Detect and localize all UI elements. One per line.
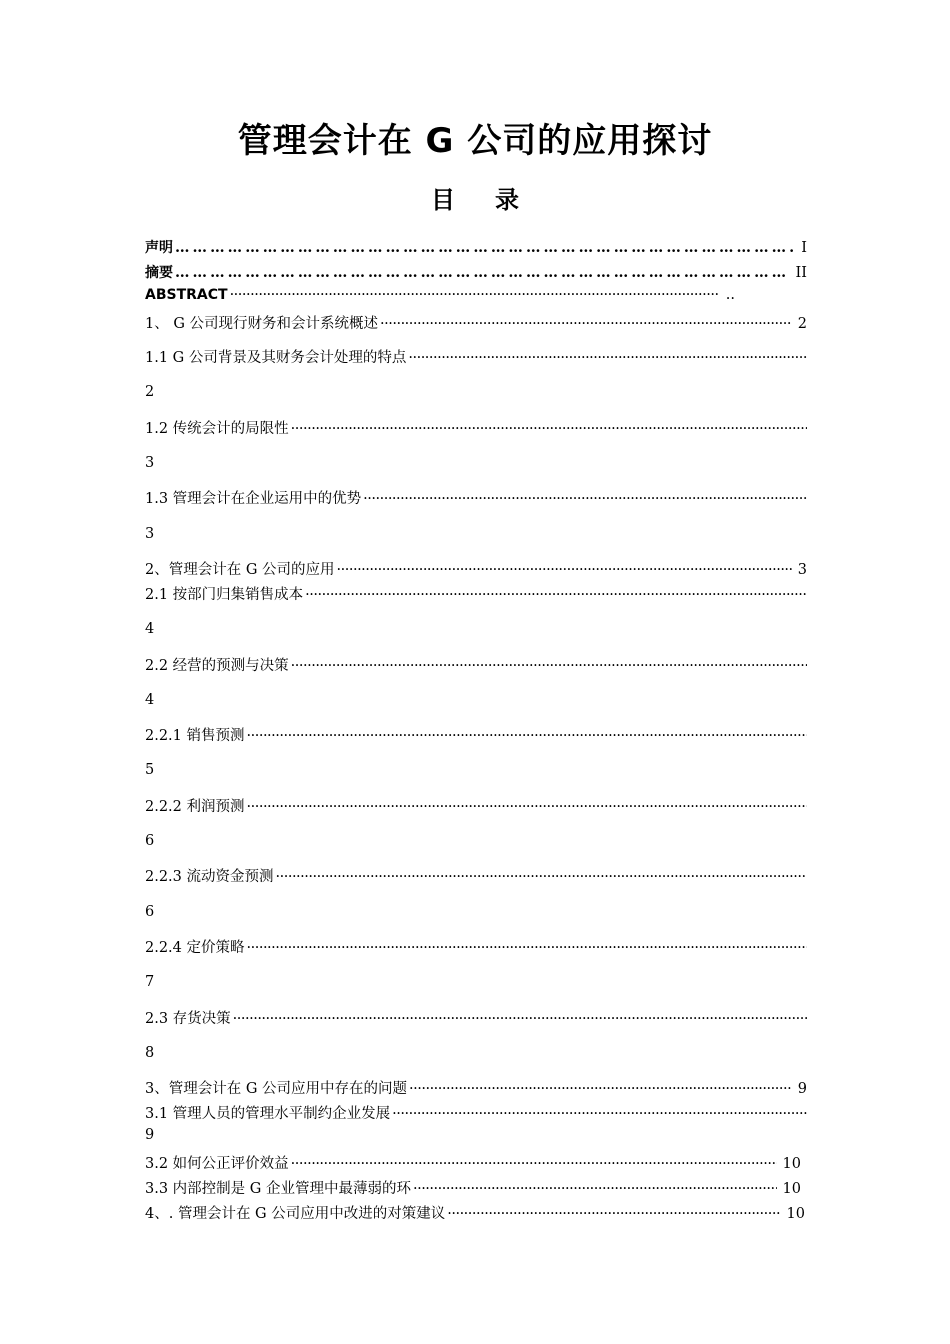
toc-entry-label: 2、管理会计在 G 公司的应用 bbox=[145, 562, 335, 578]
toc-entry-2-3[interactable] bbox=[145, 1007, 807, 1029]
toc-heading: 目录 bbox=[431, 186, 559, 214]
toc-entry-label: 1.3 管理会计在企业运用中的优势 bbox=[145, 491, 362, 507]
toc-entry-label: 2.2.4 定价策略 bbox=[145, 940, 245, 956]
toc-entry-page: 10 bbox=[786, 1206, 805, 1222]
toc-entry-2[interactable] bbox=[145, 558, 807, 580]
toc-entry-label: 2.1 按部门归集销售成本 bbox=[145, 587, 304, 603]
toc-entry-2-1[interactable] bbox=[145, 583, 807, 605]
toc-entry-page: 6 bbox=[145, 833, 155, 849]
toc-entry-label: 1.2 传统会计的局限性 bbox=[145, 421, 289, 437]
toc-entry-page: 10 bbox=[782, 1156, 801, 1172]
toc-entry-1[interactable] bbox=[145, 312, 807, 334]
toc-leader bbox=[233, 1011, 807, 1027]
toc-leader bbox=[337, 562, 792, 578]
toc-entry-1-1[interactable] bbox=[145, 346, 807, 368]
toc-entry-1-2[interactable] bbox=[145, 417, 807, 439]
toc-entry-page: 10 bbox=[782, 1181, 801, 1197]
toc-entry-label: 1.1 G 公司背景及其财务会计处理的特点 bbox=[145, 350, 407, 366]
toc-entry-page: 3 bbox=[797, 562, 807, 578]
toc-entry-page: 5 bbox=[145, 762, 155, 778]
toc-leader bbox=[175, 239, 795, 256]
toc-entry-label: 声明 bbox=[145, 240, 173, 256]
toc-leader bbox=[363, 491, 807, 507]
toc-entry-page: 3 bbox=[145, 526, 155, 542]
toc-entry-page: 8 bbox=[145, 1045, 155, 1061]
toc-entry-label: 2.2.2 利润预测 bbox=[145, 799, 245, 815]
toc-leader bbox=[392, 1106, 807, 1122]
toc-entry-label: 摘要 bbox=[145, 265, 173, 281]
toc-entry-1-3[interactable] bbox=[145, 487, 807, 509]
toc-entry-abstract-en[interactable] bbox=[145, 287, 735, 309]
toc-entry-page: .. bbox=[725, 287, 735, 303]
toc-leader bbox=[305, 587, 807, 603]
toc-entry-page: 9 bbox=[145, 1127, 155, 1143]
toc-leader bbox=[380, 316, 792, 332]
toc-entry-2-2[interactable] bbox=[145, 654, 807, 676]
toc-entry-label: 2.3 存货决策 bbox=[145, 1011, 231, 1027]
toc-entry-page: II bbox=[795, 265, 807, 281]
toc-entry-page: 2 bbox=[145, 384, 155, 400]
toc-leader bbox=[247, 728, 807, 744]
toc-entry-label: 3.2 如何公正评价效益 bbox=[145, 1156, 289, 1172]
toc-entry-page: 4 bbox=[145, 692, 155, 708]
toc-entry-2-2-1[interactable] bbox=[145, 724, 807, 746]
toc-leader bbox=[413, 1181, 777, 1197]
toc-entry-abstract-cn[interactable] bbox=[145, 262, 807, 284]
toc-entry-page: I bbox=[801, 240, 807, 256]
toc-entry-page: 6 bbox=[145, 904, 155, 920]
toc-entry-3-2[interactable] bbox=[145, 1152, 801, 1174]
toc-leader bbox=[175, 264, 790, 281]
toc-entry-page: 3 bbox=[145, 455, 155, 471]
toc-entry-3[interactable] bbox=[145, 1077, 807, 1099]
toc-leader bbox=[291, 658, 807, 674]
toc-leader bbox=[409, 1081, 792, 1097]
toc-entry-statement[interactable] bbox=[145, 237, 807, 259]
toc-entry-label: 4、. 管理会计在 G 公司应用中改进的对策建议 bbox=[145, 1206, 446, 1222]
toc-entry-page: 4 bbox=[145, 621, 155, 637]
toc-entry-label: ABSTRACT bbox=[145, 287, 228, 303]
toc-entry-3-1[interactable] bbox=[145, 1102, 807, 1124]
toc-entry-label: 3.1 管理人员的管理水平制约企业发展 bbox=[145, 1106, 391, 1122]
toc-leader bbox=[291, 421, 807, 437]
toc-entry-page: 9 bbox=[797, 1081, 807, 1097]
toc-entry-label: 2.2 经营的预测与决策 bbox=[145, 658, 289, 674]
toc-entry-label: 3、管理会计在 G 公司应用中存在的问题 bbox=[145, 1081, 408, 1097]
document-title: 管理会计在 G 公司的应用探讨 bbox=[237, 121, 713, 161]
toc-entry-2-2-4[interactable] bbox=[145, 936, 807, 958]
toc-entry-4[interactable] bbox=[145, 1202, 805, 1224]
toc-entry-2-2-3[interactable] bbox=[145, 865, 807, 887]
toc-leader bbox=[247, 940, 807, 956]
toc-entry-page: 2 bbox=[797, 316, 807, 332]
toc-entry-label: 2.2.1 销售预测 bbox=[145, 728, 245, 744]
toc-entry-page: 7 bbox=[145, 974, 155, 990]
toc-leader bbox=[230, 287, 720, 303]
toc-entry-label: 1、 G 公司现行财务和会计系统概述 bbox=[145, 316, 379, 332]
toc-leader bbox=[408, 350, 807, 366]
toc-leader bbox=[447, 1206, 780, 1222]
toc-leader bbox=[247, 799, 807, 815]
toc-entry-3-3[interactable] bbox=[145, 1177, 801, 1199]
toc-leader bbox=[291, 1156, 777, 1172]
toc-entry-2-2-2[interactable] bbox=[145, 795, 807, 817]
toc-entry-label: 2.2.3 流动资金预测 bbox=[145, 869, 274, 885]
toc-leader bbox=[276, 869, 807, 885]
toc-entry-label: 3.3 内部控制是 G 企业管理中最薄弱的环 bbox=[145, 1181, 411, 1197]
